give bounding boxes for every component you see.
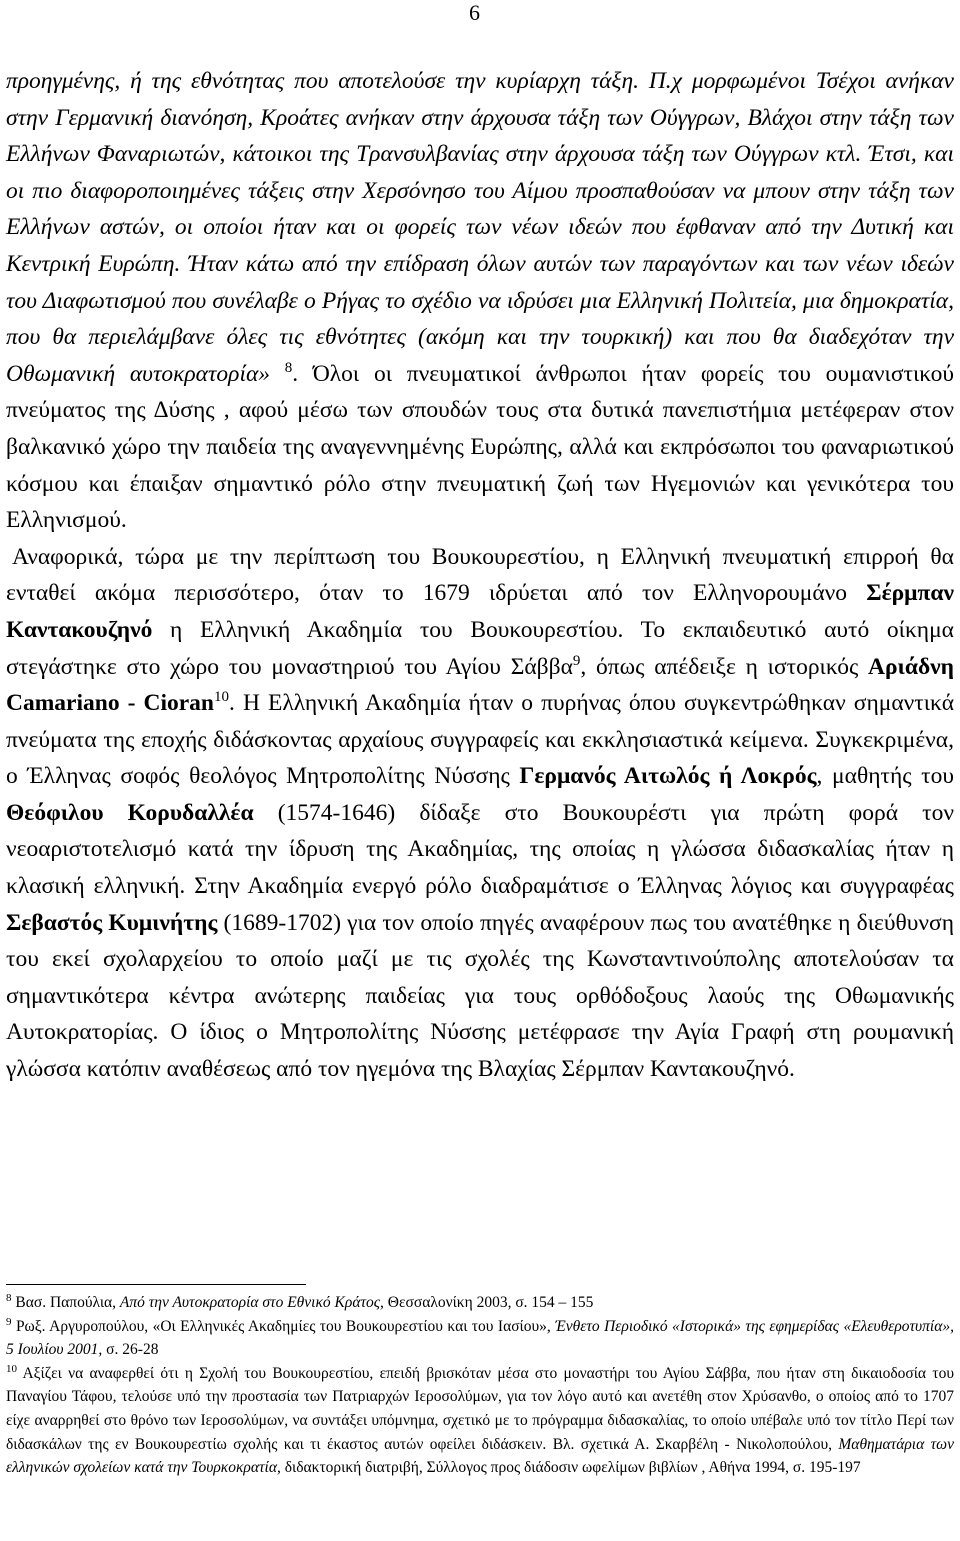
- footnote-italic: Ένθετο Περιοδικό «Ιστορικά» της εφημερίδας «Ελευθεροτυπία», 5 Ιουλίου 2001,: [6, 1317, 954, 1359]
- footnote-10: [6, 1362, 954, 1480]
- footnote-text: Αξίζει να αναφερθεί ότι η Σχολή του Βουκουρεστίου, επειδή βρισκόταν μέσα στο μοναστήρι του Αγίου Σάββα, που ήταν στη δικαιοδοσία του Παναγίου Τάφου, τελούσε υπό την προστασία των Πατριαρχών Ιεροσολύμων, για τον λόγο αυτό και ανετέθη στον Χρύσανθο, ο οποίος από το 1707 είχε αναρρηθεί στο θρόνο των Ιεροσολύμων, να συντάξει υπόμνημα, σχετικό με το πρόγραμμα διδασκαλίας, το οποίο υπέβαλε υπό τον τίτλο Περί των διδασκάλων της εν Βουκουρεστίω σχολής και τι έκαστος αυτών οφείλει διδάσκειν. Βλ. σχετικά Α. Σκαρβέλη - Νικολοπούλου,: [6, 1364, 954, 1453]
- footnotes: [6, 1291, 954, 1480]
- footnote-text: Ρωξ. Αργυροπούλου, «Οι Ελληνικές Ακαδημίες του Βουκουρεστίου και του Ιασίου»,: [11, 1317, 556, 1335]
- para2-text-2: η Ελληνική Ακαδημία του Βουκουρεστίου. Το εκπαιδευτικό αυτό οίκημα στεγάστηκε στο χώρο του μοναστηριού του Αγίου Σάββα: [6, 616, 954, 680]
- footnote-text: σ. 26-28: [102, 1341, 159, 1359]
- footnote-text: Βασ. Παπούλια,: [11, 1294, 120, 1311]
- footnote-number: 9: [6, 1315, 12, 1328]
- italic-quotation: προηγμένης, ή της εθνότητας που αποτελούσε την κυρίαρχη τάξη. Π.χ μορφωμένοι Τσέχοι ανήκαν στην Γερμανική διανόηση, Κροάτες ανήκαν στην άρχουσα τάξη των Ούγγρων, Βλάχοι στην τάξη των Ελλήνων Φαναριωτών, κάτοικοι της Τρανσυλβανίας στην άρχουσα τάξη των Ούγγρων κτλ. Έτσι, και οι πιο διαφοροποιημένες τάξεις στην Χερσόνησο του Αίμου προσπαθούσαν να μπουν στην τάξη των Ελλήνων αστών, οι οποίοι ήταν και οι φορείς των νέων ιδεών που έφθαναν από την Δυτική και Κεντρική Ευρώπη. Ήταν κάτω από την επίδραση όλων αυτών των παραγόντων και των νέων ιδεών του Διαφωτισμού που συνέλαβε ο Ρήγας το σχέδιο να ιδρύσει μια Ελληνική Πολιτεία, μια δημοκρατία, που θα περιελάμβανε όλες τις εθνότητες (ακόμη και την τουρκική) και που θα διαδεχόταν την Οθωμανική αυτοκρατορία»: [6, 68, 954, 387]
- name-germanos-aitolos: Γερμανός Αιτωλός ή Λοκρός: [519, 763, 817, 790]
- footnote-ref-8: 8: [284, 359, 293, 376]
- name-sevastos-kyminitis: Σεβαστός Κυμινήτης: [6, 909, 218, 936]
- footnote-separator: [6, 1284, 306, 1285]
- footnote-number: 8: [6, 1292, 12, 1304]
- footnote-italic: Από την Αυτοκρατορία στο Εθνικό Κράτος: [119, 1294, 381, 1311]
- name-ariadni-camariano: Αριάδνη Camariano - Cioran: [6, 653, 954, 717]
- body-text: [6, 63, 954, 1088]
- para2-text-1: Αναφορικά, τώρα με την περίπτωση του Βουκουρεστίου, η Ελληνική πνευματική επιρροή θα ενταθεί ακόμα περισσότερο, όταν το 1679 ιδρύεται από τον Ελληνορουμάνο: [6, 543, 954, 607]
- footnote-9: [6, 1315, 954, 1362]
- page-number: 6: [469, 0, 480, 25]
- paragraph-2: [6, 539, 954, 1088]
- paragraph-1: [6, 63, 954, 539]
- footnote-8: [6, 1291, 954, 1315]
- name-serban-kantakouzinos: Σέρμπαν Καντακουζηνό: [6, 580, 954, 643]
- paragraph-1-text: . Όλοι οι πνευματικοί άνθρωποι ήταν φορείς του ουμανιστικού πνεύματος της Δύσης , αφού μέσω των σπουδών τους στα δυτικά πανεπιστήμια μετέφεραν στον βαλκανικό χώρο την παιδεία της αναγεννημένης Ευρώπης, αλλά και εκπρόσωποι του φαναριωτικού κόσμου και έπαιξαν σημαντικό ρόλο στην πνευματική ζωή των Ηγεμονιών και γενικότερα του Ελληνισμού.: [6, 360, 954, 534]
- para2-text-7: (1689-1702) για τον οποίο πηγές αναφέρουν πως του ανατέθηκε η διεύθυνση του εκεί σχολαρχείου το οποίο μαζί με τις σχολές της Κωνσταντινούπολης αποτελούσαν τα σημαντικότερα κέντρα ανώτερης παιδείας για τους ορθόδοξους λαούς της Οθωμανικής Αυτοκρατορίας. Ο ίδιος ο Μητροπολίτης Νύσσης μετέφρασε την Αγία Γραφή στη ρουμανική γλώσσα κατόπιν αναθέσεως από τον ηγεμόνα της Βλαχίας Σέρμπαν Καντακουζηνό.: [6, 909, 954, 1083]
- footnote-text: , Θεσσαλονίκη 2003, σ. 154 – 155: [380, 1294, 594, 1311]
- para2-text-4: . Η Ελληνική Ακαδημία ήταν ο πυρήνας όπου συγκεντρώθηκαν σημαντικά πνεύματα της εποχής διδάσκοντας αρχαίους συγγραφείς και εκκλησιαστικά κείμενα. Συγκεκριμένα, ο Έλληνας σοφός θεολόγος Μητροπολίτης Νύσσης: [6, 690, 955, 790]
- footnote-ref-10: 10: [214, 689, 230, 706]
- para2-text-5: , μαθητής του: [816, 763, 954, 790]
- name-theofilos-korydalleas: Θεόφιλου Κορυδαλλέα: [6, 799, 254, 826]
- footnote-italic: Μαθηματάρια των ελληνικών σχολείων κατά την Τουρκοκρατία,: [6, 1435, 954, 1477]
- para2-text-6: (1574-1646) δίδαξε στο Βουκουρέστι για πρώτη φορά τον νεοαριστοτελισμό κατά την ίδρυση της Ακαδημίας, της οποίας η γλώσσα διδασκαλίας ήταν η κλασική ελληνική. Στην Ακαδημία ενεργό ρόλο διαδραμάτισε ο Έλληνας λόγιος και συγγραφέας: [6, 799, 954, 900]
- footnote-text: διδακτορική διατριβή, Σύλλογος προς διάδοσιν ωφελίμων βιβλίων , Αθήνα 1994, σ. 195-197: [280, 1459, 861, 1477]
- footnote-number: 10: [6, 1362, 17, 1375]
- para2-text-3: , όπως απέδειξε η ιστορικός: [580, 653, 868, 680]
- footnote-ref-9: 9: [572, 652, 581, 669]
